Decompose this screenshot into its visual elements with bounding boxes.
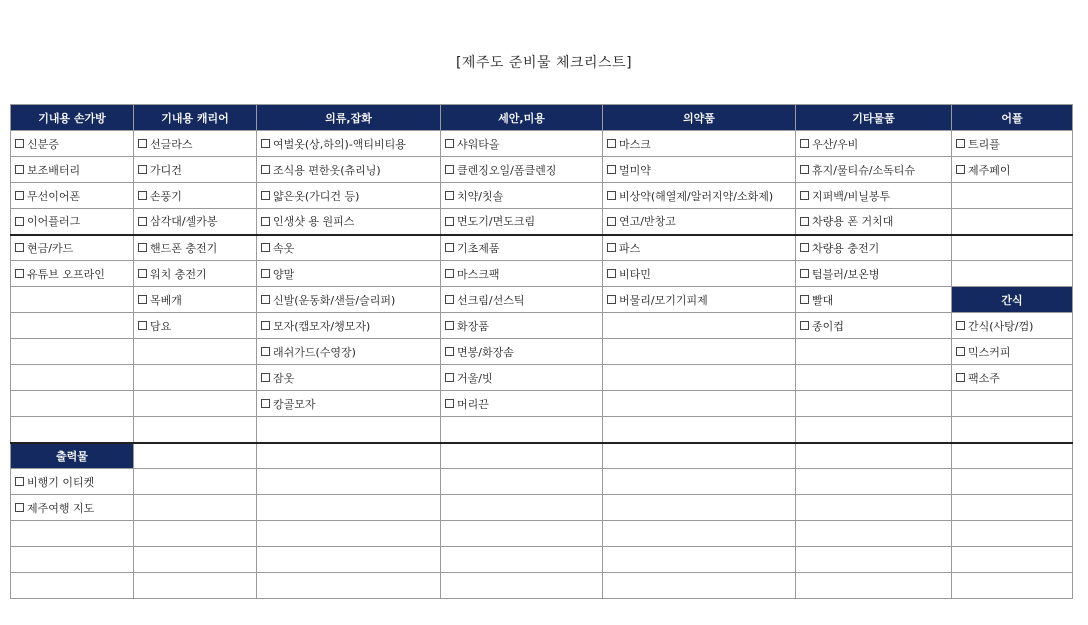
checklist-item[interactable] <box>134 157 257 183</box>
empty-cell <box>603 547 796 573</box>
empty-cell <box>603 443 796 469</box>
checklist-item[interactable] <box>134 183 257 209</box>
checkbox-icon[interactable] <box>138 165 147 174</box>
checkbox-icon[interactable] <box>261 295 270 304</box>
empty-cell <box>257 469 441 495</box>
empty-cell <box>796 339 952 365</box>
checklist-item[interactable] <box>796 287 952 313</box>
checklist-item[interactable] <box>603 157 796 183</box>
table-row <box>11 235 1073 261</box>
checklist-item[interactable] <box>257 131 441 157</box>
checkbox-icon[interactable] <box>445 373 454 382</box>
checklist-item[interactable] <box>11 495 134 521</box>
empty-cell <box>952 443 1073 469</box>
checkbox-icon[interactable] <box>800 165 809 174</box>
empty-cell <box>603 365 796 391</box>
empty-cell <box>441 495 603 521</box>
checkbox-icon[interactable] <box>800 191 809 200</box>
empty-cell <box>134 443 257 469</box>
empty-cell <box>257 521 441 547</box>
empty-cell <box>134 495 257 521</box>
empty-cell <box>134 469 257 495</box>
checkbox-icon[interactable] <box>445 139 454 148</box>
checklist-item-label: 이어플러그 <box>27 215 81 229</box>
empty-cell <box>11 365 134 391</box>
empty-cell <box>796 573 952 599</box>
checkbox-icon[interactable] <box>15 191 24 200</box>
checklist-item-label: 워치 충전기 <box>150 267 207 281</box>
checklist-item-label: 면도기/면도크림 <box>457 215 536 229</box>
checkbox-icon[interactable] <box>607 217 616 226</box>
checklist-item-label: 파스 <box>619 241 641 255</box>
empty-cell <box>952 469 1073 495</box>
checklist-item-label: 머리끈 <box>457 397 489 411</box>
checklist-item-label: 신발(운동화/샌들/슬리퍼) <box>273 293 396 307</box>
checklist-item-label: 선글라스 <box>150 137 193 151</box>
checklist-item-label: 연고/반창고 <box>619 215 676 229</box>
checkbox-icon[interactable] <box>445 295 454 304</box>
checkbox-icon[interactable] <box>261 269 270 278</box>
checkbox-icon[interactable] <box>607 243 616 252</box>
checklist-item[interactable] <box>441 157 603 183</box>
checklist-item[interactable] <box>257 313 441 339</box>
checklist-item-label: 기초제품 <box>457 241 500 255</box>
empty-cell <box>134 547 257 573</box>
checklist-item[interactable] <box>441 287 603 313</box>
checklist-item[interactable] <box>441 209 603 235</box>
table-row <box>11 313 1073 339</box>
checklist-item[interactable] <box>11 157 134 183</box>
empty-cell <box>11 287 134 313</box>
checklist-item[interactable] <box>257 209 441 235</box>
table-row <box>11 391 1073 417</box>
checklist-item-label: 빨대 <box>812 293 834 307</box>
empty-cell <box>257 417 441 443</box>
checklist-item-label: 비타민 <box>619 267 651 281</box>
checklist-item-label: 지퍼백/비닐봉투 <box>812 189 891 203</box>
table-row <box>11 209 1073 235</box>
empty-cell <box>952 391 1073 417</box>
checkbox-icon[interactable] <box>138 217 147 226</box>
checklist-item-label: 클렌징오일/폼클렌징 <box>457 163 557 177</box>
table-row <box>11 495 1073 521</box>
empty-cell <box>796 391 952 417</box>
checklist-item-label: 샤워타올 <box>457 137 500 151</box>
checkbox-icon[interactable] <box>261 165 270 174</box>
empty-cell <box>603 313 796 339</box>
checkbox-icon[interactable] <box>138 295 147 304</box>
checklist-item[interactable] <box>134 131 257 157</box>
checklist-item-label: 무선이어폰 <box>27 189 81 203</box>
empty-cell <box>796 495 952 521</box>
empty-cell <box>134 417 257 443</box>
empty-cell <box>603 417 796 443</box>
column-header: 기타물품 <box>796 105 952 131</box>
checklist-item[interactable] <box>796 157 952 183</box>
empty-cell <box>11 547 134 573</box>
column-header: 의약품 <box>603 105 796 131</box>
checklist-item[interactable] <box>257 339 441 365</box>
checkbox-icon[interactable] <box>800 321 809 330</box>
checklist-item[interactable] <box>603 287 796 313</box>
empty-cell <box>796 547 952 573</box>
checkbox-icon[interactable] <box>15 139 24 148</box>
checkbox-icon[interactable] <box>261 243 270 252</box>
checklist-item-label: 비상약(해열제/알러지약/소화제) <box>619 189 774 203</box>
checkbox-icon[interactable] <box>445 217 454 226</box>
checklist-item-label: 보조배터리 <box>27 163 81 177</box>
empty-cell <box>952 183 1073 209</box>
checkbox-icon[interactable] <box>445 243 454 252</box>
checkbox-icon[interactable] <box>15 503 24 512</box>
checkbox-icon[interactable] <box>261 217 270 226</box>
checklist-item[interactable] <box>603 131 796 157</box>
checkbox-icon[interactable] <box>445 269 454 278</box>
checkbox-icon[interactable] <box>261 347 270 356</box>
checklist-item[interactable] <box>603 261 796 287</box>
table-row <box>11 157 1073 183</box>
checklist-item[interactable] <box>441 391 603 417</box>
checklist-item[interactable] <box>441 339 603 365</box>
empty-cell <box>952 547 1073 573</box>
empty-cell <box>952 521 1073 547</box>
empty-cell <box>257 443 441 469</box>
checklist-item[interactable] <box>257 287 441 313</box>
checkbox-icon[interactable] <box>261 139 270 148</box>
table-row <box>11 365 1073 391</box>
checklist-item[interactable] <box>952 365 1073 391</box>
checklist-item-label: 손풍기 <box>150 189 182 203</box>
checkbox-icon[interactable] <box>800 139 809 148</box>
checklist-item-label: 종이컵 <box>812 319 844 333</box>
checklist-item[interactable] <box>952 131 1073 157</box>
empty-cell <box>441 443 603 469</box>
checklist-item[interactable] <box>11 131 134 157</box>
checkbox-icon[interactable] <box>956 321 965 330</box>
empty-cell <box>603 495 796 521</box>
empty-cell <box>441 573 603 599</box>
checklist-item-label: 트리플 <box>968 137 1000 151</box>
checklist-item-label: 목베개 <box>150 293 182 307</box>
checkbox-icon[interactable] <box>15 269 24 278</box>
table-row <box>11 417 1073 443</box>
table-row <box>11 131 1073 157</box>
checklist-item[interactable] <box>796 209 952 235</box>
checklist-item[interactable] <box>134 235 257 261</box>
empty-cell <box>796 521 952 547</box>
table-row <box>11 521 1073 547</box>
empty-cell <box>134 573 257 599</box>
table-row <box>11 287 1073 313</box>
checklist-item-label: 멀미약 <box>619 163 651 177</box>
checklist-item[interactable] <box>11 469 134 495</box>
checklist-item-label: 여벌옷(상,하의)-액티비티용 <box>273 137 406 151</box>
checklist-item[interactable] <box>134 209 257 235</box>
checkbox-icon[interactable] <box>445 165 454 174</box>
empty-cell <box>796 365 952 391</box>
checkbox-icon[interactable] <box>956 139 965 148</box>
empty-cell <box>952 417 1073 443</box>
checklist-item-label: 유튜브 오프라인 <box>27 267 105 281</box>
checklist-item[interactable] <box>441 131 603 157</box>
table-row <box>11 443 1073 469</box>
checkbox-icon[interactable] <box>138 269 147 278</box>
checklist-item-label: 거울/빗 <box>457 371 493 385</box>
checklist-item[interactable] <box>952 313 1073 339</box>
checklist-item-label: 삼각대/셀카봉 <box>150 215 218 229</box>
table-row <box>11 547 1073 573</box>
checkbox-icon[interactable] <box>445 191 454 200</box>
checkbox-icon[interactable] <box>15 217 24 226</box>
checkbox-icon[interactable] <box>800 243 809 252</box>
checkbox-icon[interactable] <box>138 191 147 200</box>
empty-cell <box>796 469 952 495</box>
table-row <box>11 183 1073 209</box>
checkbox-icon[interactable] <box>607 269 616 278</box>
checklist-item[interactable] <box>257 365 441 391</box>
checkbox-icon[interactable] <box>261 321 270 330</box>
checklist-item-label: 선크림/선스틱 <box>457 293 525 307</box>
empty-cell <box>603 573 796 599</box>
checklist-item[interactable] <box>11 235 134 261</box>
checklist-item-label: 캉골모자 <box>273 397 316 411</box>
checklist-item-label: 차량용 폰 거치대 <box>812 215 894 229</box>
empty-cell <box>952 235 1073 261</box>
empty-cell <box>257 573 441 599</box>
checklist-item-label: 비행기 이티켓 <box>27 475 95 489</box>
empty-cell <box>952 209 1073 235</box>
table-row <box>11 469 1073 495</box>
empty-cell <box>603 521 796 547</box>
empty-cell <box>441 469 603 495</box>
empty-cell <box>952 261 1073 287</box>
checklist-item-label: 팩소주 <box>968 371 1000 385</box>
checkbox-icon[interactable] <box>800 295 809 304</box>
checkbox-icon[interactable] <box>261 373 270 382</box>
empty-cell <box>796 443 952 469</box>
checkbox-icon[interactable] <box>261 399 270 408</box>
empty-cell <box>11 339 134 365</box>
table-row <box>11 573 1073 599</box>
checkbox-icon[interactable] <box>138 321 147 330</box>
empty-cell <box>257 495 441 521</box>
empty-cell <box>257 547 441 573</box>
checklist-item[interactable] <box>134 313 257 339</box>
checklist-item[interactable] <box>441 365 603 391</box>
checkbox-icon[interactable] <box>607 295 616 304</box>
checklist-item[interactable] <box>441 183 603 209</box>
checklist-item[interactable] <box>603 183 796 209</box>
empty-cell <box>603 391 796 417</box>
section-header-snack: 간식 <box>952 287 1073 313</box>
checkbox-icon[interactable] <box>138 139 147 148</box>
checkbox-icon[interactable] <box>445 399 454 408</box>
empty-cell <box>441 521 603 547</box>
checklist-item-label: 잠옷 <box>273 371 295 385</box>
empty-cell <box>11 313 134 339</box>
empty-cell <box>134 339 257 365</box>
checklist-item[interactable] <box>257 391 441 417</box>
checklist-item-label: 얇은옷(가디건 등) <box>273 189 360 203</box>
column-header: 기내용 손가방 <box>11 105 134 131</box>
checkbox-icon[interactable] <box>607 191 616 200</box>
checklist-item-label: 차량용 충전기 <box>812 241 880 255</box>
checkbox-icon[interactable] <box>445 347 454 356</box>
checklist-item[interactable] <box>441 313 603 339</box>
checkbox-icon[interactable] <box>956 347 965 356</box>
checkbox-icon[interactable] <box>956 165 965 174</box>
checklist-item-label: 가디건 <box>150 163 182 177</box>
checkbox-icon[interactable] <box>261 191 270 200</box>
checklist-item-label: 화장품 <box>457 319 489 333</box>
checkbox-icon[interactable] <box>15 243 24 252</box>
checklist-item-label: 버물리/모기기피제 <box>619 293 708 307</box>
empty-cell <box>796 417 952 443</box>
checklist-item[interactable] <box>257 157 441 183</box>
empty-cell <box>134 365 257 391</box>
empty-cell <box>952 495 1073 521</box>
checkbox-icon[interactable] <box>607 165 616 174</box>
checklist-item[interactable] <box>11 183 134 209</box>
empty-cell <box>11 521 134 547</box>
column-header: 세안,미용 <box>441 105 603 131</box>
column-header: 의류,잡화 <box>257 105 441 131</box>
empty-cell <box>441 547 603 573</box>
table-row <box>11 105 1073 131</box>
checklist-item[interactable] <box>441 261 603 287</box>
checklist-item-label: 신분증 <box>27 137 59 151</box>
checklist-item-label: 휴지/물티슈/소독티슈 <box>812 163 916 177</box>
checklist-item-label: 간식(사탕/껌) <box>968 319 1034 333</box>
checklist-item-label: 제주페이 <box>968 163 1011 177</box>
checklist-item[interactable] <box>603 235 796 261</box>
checklist-item[interactable] <box>441 235 603 261</box>
table-row <box>11 261 1073 287</box>
checklist-item-label: 치약/칫솔 <box>457 189 504 203</box>
checklist-item-label: 조식용 편한옷(츄리닝) <box>273 163 381 177</box>
checklist-item-label: 담요 <box>150 319 172 333</box>
checklist-item[interactable] <box>257 235 441 261</box>
checklist-item[interactable] <box>11 209 134 235</box>
checkbox-icon[interactable] <box>138 243 147 252</box>
page-title: [제주도 준비물 체크리스트] <box>455 55 633 71</box>
checkbox-icon[interactable] <box>956 373 965 382</box>
checkbox-icon[interactable] <box>15 165 24 174</box>
empty-cell <box>134 391 257 417</box>
checklist-item[interactable] <box>952 339 1073 365</box>
checklist-item[interactable] <box>796 131 952 157</box>
checklist-item[interactable] <box>796 235 952 261</box>
checklist-item[interactable] <box>952 157 1073 183</box>
column-header: 어플 <box>952 105 1073 131</box>
checklist-item[interactable] <box>134 287 257 313</box>
empty-cell <box>11 573 134 599</box>
table-row <box>11 339 1073 365</box>
column-header: 기내용 캐리어 <box>134 105 257 131</box>
checklist-item-label: 속옷 <box>273 241 295 255</box>
checklist-item-label: 텀블러/보온병 <box>812 267 880 281</box>
checklist-item-label: 래쉬가드(수영장) <box>273 345 356 359</box>
empty-cell <box>603 469 796 495</box>
checklist-item-label: 면봉/화장솜 <box>457 345 514 359</box>
checklist-item[interactable] <box>796 261 952 287</box>
checklist-item[interactable] <box>796 183 952 209</box>
checklist-item-label: 양말 <box>273 267 295 281</box>
checklist-item-label: 마스크 <box>619 137 651 151</box>
checklist-item[interactable] <box>257 261 441 287</box>
checkbox-icon[interactable] <box>800 217 809 226</box>
checklist-item[interactable] <box>257 183 441 209</box>
checkbox-icon[interactable] <box>445 321 454 330</box>
empty-cell <box>134 521 257 547</box>
checklist-item[interactable] <box>603 209 796 235</box>
checklist-table <box>10 104 1073 599</box>
checklist-item-label: 믹스커피 <box>968 345 1011 359</box>
checkbox-icon[interactable] <box>15 477 24 486</box>
checklist-item-label: 인생샷 용 원피스 <box>273 215 355 229</box>
section-header-printouts: 출력물 <box>11 443 134 469</box>
checklist-item-label: 우산/우비 <box>812 137 859 151</box>
checklist-item-label: 모자(캡모자/챙모자) <box>273 319 371 333</box>
checklist-item-label: 현금/카드 <box>27 241 74 255</box>
checklist-item[interactable] <box>11 261 134 287</box>
checklist-item-label: 핸드폰 충전기 <box>150 241 218 255</box>
checkbox-icon[interactable] <box>800 269 809 278</box>
checklist-item[interactable] <box>134 261 257 287</box>
empty-cell <box>952 573 1073 599</box>
empty-cell <box>11 391 134 417</box>
checklist-item[interactable] <box>796 313 952 339</box>
checklist-item-label: 제주여행 지도 <box>27 501 95 515</box>
empty-cell <box>11 417 134 443</box>
checkbox-icon[interactable] <box>607 139 616 148</box>
checklist-item-label: 마스크팩 <box>457 267 500 281</box>
empty-cell <box>603 339 796 365</box>
empty-cell <box>441 417 603 443</box>
